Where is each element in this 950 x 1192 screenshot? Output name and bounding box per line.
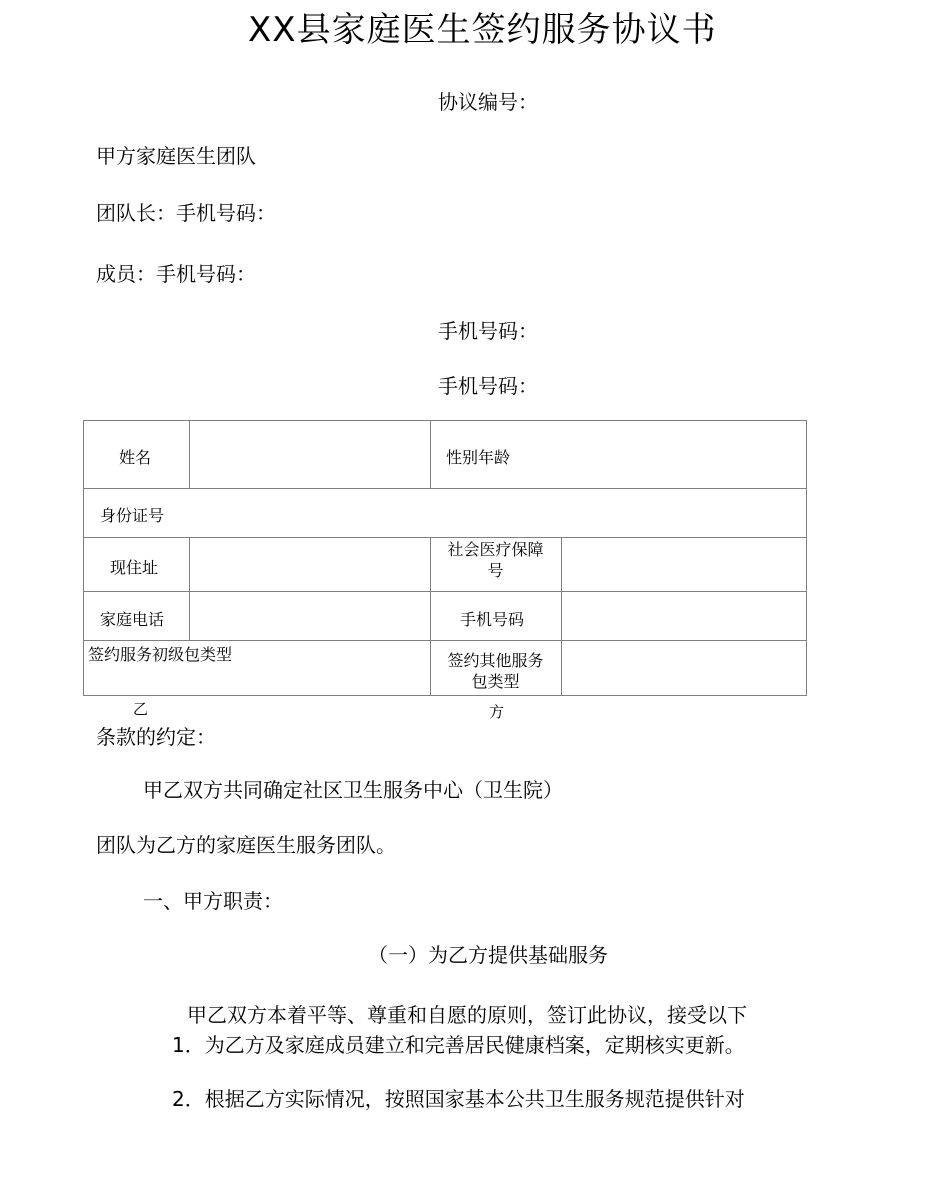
members-line: 成员：手机号码： bbox=[96, 262, 256, 286]
primary-package-label: 签约服务初级包类型 bbox=[88, 645, 233, 664]
team-leader-line: 团队长：手机号码： bbox=[96, 201, 276, 225]
table-divider bbox=[189, 537, 190, 640]
paragraph-1: 甲乙双方共同确定社区卫生服务中心（卫生院） bbox=[143, 778, 563, 802]
document-title: XX县家庭医生签约服务协议书 bbox=[248, 10, 717, 50]
paragraph-2: 团队为乙方的家庭医生服务团队。 bbox=[96, 833, 396, 857]
party-b-label: 乙 bbox=[133, 700, 149, 718]
other-package-label: 签约其他服务 包类型 bbox=[447, 651, 544, 691]
paragraph-3: 甲乙双方本着平等、尊重和自愿的原则，签订此协议，接受以下 bbox=[187, 1003, 747, 1027]
terms-heading: 条款的约定： bbox=[96, 725, 216, 749]
gender-age-label: 性别年龄 bbox=[446, 448, 511, 467]
table-divider bbox=[430, 421, 431, 488]
party-b-info-table bbox=[83, 420, 807, 696]
mobile-label: 手机号码 bbox=[460, 610, 525, 629]
table-divider bbox=[84, 591, 806, 592]
table-divider bbox=[84, 488, 806, 489]
table-divider bbox=[84, 537, 806, 538]
agreement-number-label: 协议编号： bbox=[438, 90, 538, 114]
party-a-team: 甲方家庭医生团队 bbox=[96, 144, 256, 168]
medical-insurance-label: 社会医疗保障 号 bbox=[447, 540, 544, 580]
subsection-1-heading: （一）为乙方提供基础服务 bbox=[368, 943, 608, 967]
table-divider bbox=[189, 421, 190, 488]
id-number-label: 身份证号 bbox=[100, 506, 165, 525]
section-1-heading: 一、甲方职责： bbox=[143, 889, 283, 913]
fang-label: 方 bbox=[489, 703, 505, 721]
phone-line-2: 手机号码： bbox=[438, 374, 538, 398]
table-divider bbox=[84, 640, 806, 641]
home-phone-label: 家庭电话 bbox=[100, 610, 165, 629]
table-divider bbox=[561, 537, 562, 696]
address-label: 现住址 bbox=[110, 558, 159, 577]
phone-line-1: 手机号码： bbox=[438, 319, 538, 343]
name-label: 姓名 bbox=[119, 448, 152, 467]
list-item-1: 1．为乙方及家庭成员建立和完善居民健康档案，定期核实更新。 bbox=[172, 1033, 745, 1057]
list-item-2: 2．根据乙方实际情况，按照国家基本公共卫生服务规范提供针对 bbox=[172, 1087, 745, 1111]
